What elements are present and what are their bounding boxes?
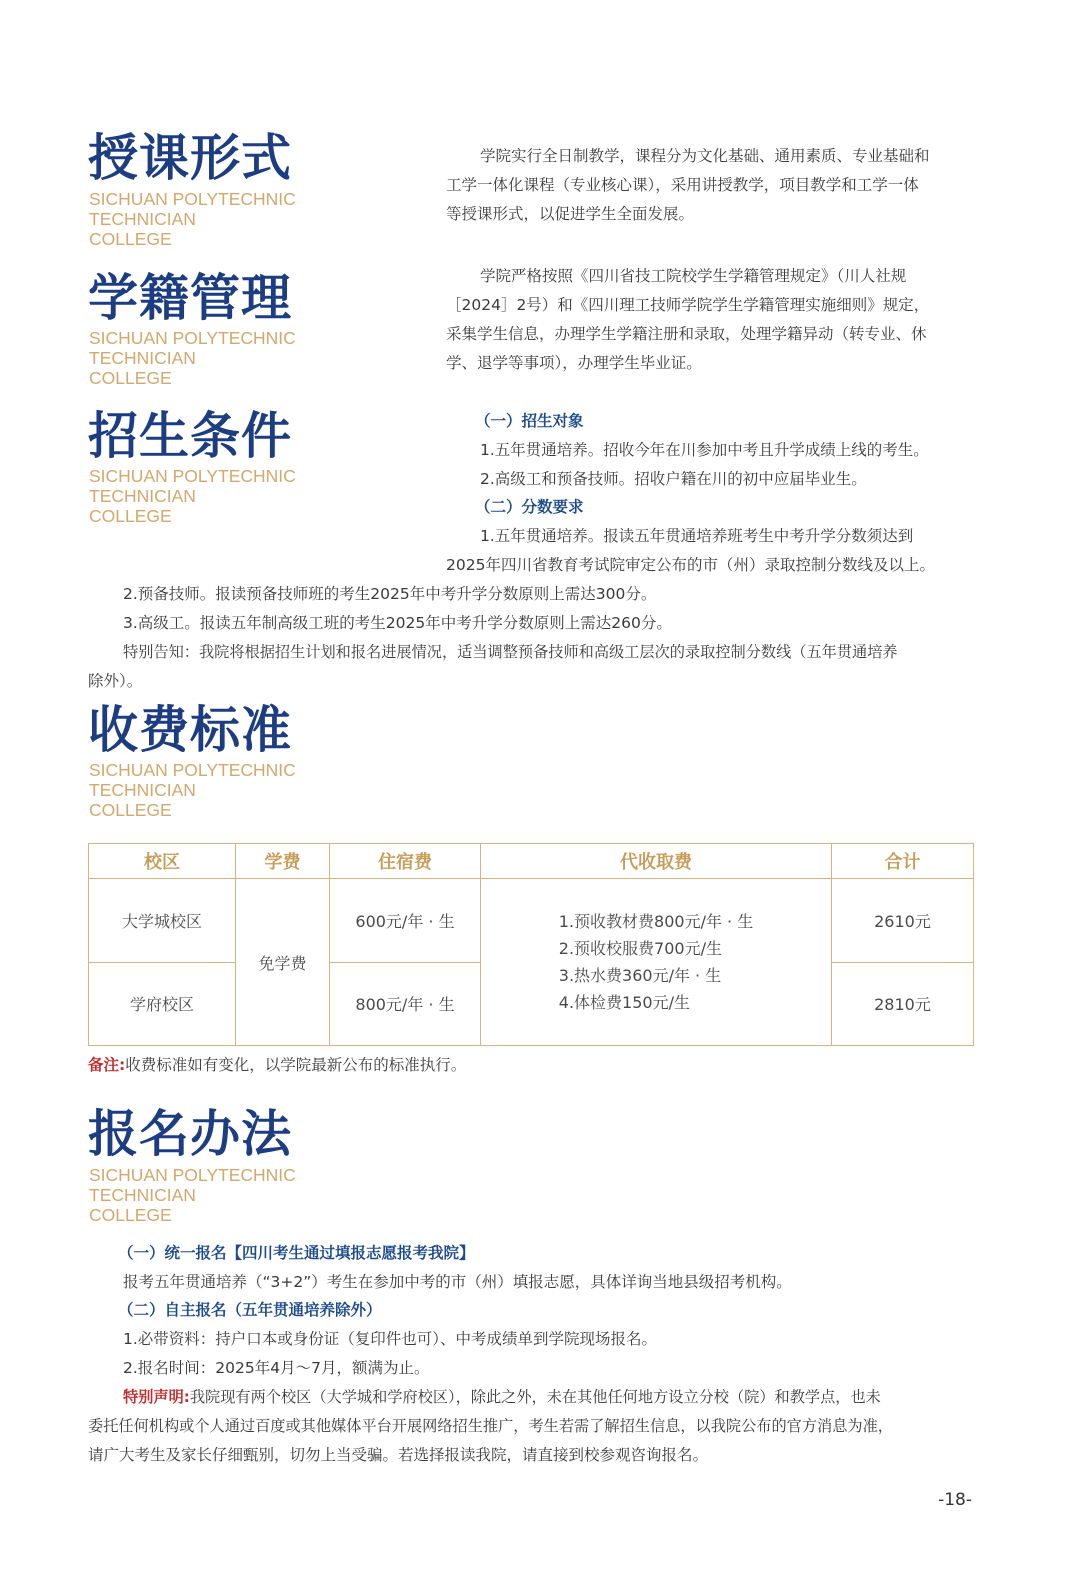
tuition-cell: 免学费 xyxy=(236,879,330,1046)
total-2: 2810元 xyxy=(832,962,974,1046)
admission-target-1: 1.五年贯通培养。招收今年在川参加中考且升学成绩上线的考生。 xyxy=(480,441,929,459)
dorm-fee-1: 600元/年 · 生 xyxy=(330,879,481,963)
section-en-enrollment: SICHUAN POLYTECHNIC TECHNICIAN COLLEGE xyxy=(89,328,296,388)
teaching-line-2: 工学一体化课程（专业核心课），采用讲授教学，项目教学和工学一体 xyxy=(446,176,919,194)
campus-daxuecheng: 大学城校区 xyxy=(89,879,236,963)
enrollment-line-1: 学院严格按照《四川省技工院校学生学籍管理规定》（川人社规 xyxy=(480,267,907,285)
fee-table xyxy=(88,843,974,1046)
section-en-fees: SICHUAN POLYTECHNIC TECHNICIAN COLLEGE xyxy=(89,760,296,820)
registration-subtitle-unified: （一）统一报名【四川考生通过填报志愿报考我院】 xyxy=(118,1244,475,1262)
total-1: 2610元 xyxy=(832,879,974,963)
admission-target-2: 2.高级工和预备技师。招收户籍在川的初中应届毕业生。 xyxy=(480,470,867,488)
registration-notice-line-3: 请广大考生及家长仔细甄别，切勿上当受骗。若选择报读我院，请直接到校参观咨询报名。 xyxy=(88,1446,709,1464)
collected-item-1: 1.预收教材费800元/年 · 生 xyxy=(558,912,754,931)
collected-item-3: 3.热水费360元/年 · 生 xyxy=(558,966,722,985)
registration-unified-text: 报考五年贯通培养（“3+2”）考生在参加中考的市（州）填报志愿，具体详询当地县级招考机构。 xyxy=(123,1273,792,1291)
admission-score-2: 2.预备技师。报读预备技师班的考生2025年中考升学分数原则上需达300分。 xyxy=(123,585,657,603)
header-total: 合计 xyxy=(832,844,974,879)
section-title-registration: 报名办法 xyxy=(88,1105,292,1163)
dorm-fee-2: 800元/年 · 生 xyxy=(330,962,481,1046)
fee-note-label: 备注: xyxy=(88,1056,126,1074)
teaching-line-1: 学院实行全日制教学，课程分为文化基础、通用素质、专业基础和 xyxy=(480,147,930,165)
registration-notice-line-2: 委托任何机构或个人通过百度或其他媒体平台开展网络招生推广，考生若需了解招生信息，以我院公布的官方消息为准， xyxy=(88,1417,893,1435)
table-row xyxy=(89,879,974,963)
admission-score-1a: 1.五年贯通培养。报读五年贯通培养班考生中考升学分数须达到 xyxy=(480,527,914,545)
registration-self-1: 1.必带资料：持户口本或身份证（复印件也可）、中考成绩单到学院现场报名。 xyxy=(123,1330,658,1348)
section-en-registration: SICHUAN POLYTECHNIC TECHNICIAN COLLEGE xyxy=(89,1165,296,1225)
fee-note xyxy=(88,1055,466,1075)
section-en-teaching: SICHUAN POLYTECHNIC TECHNICIAN COLLEGE xyxy=(89,189,296,249)
admission-score-1b: 2025年四川省教育考试院审定公布的市（州）录取控制分数线及以上。 xyxy=(446,556,935,574)
section-title-teaching: 授课形式 xyxy=(88,129,292,187)
admission-score-3: 3.高级工。报读五年制高级工班的考生2025年中考升学分数原则上需达260分。 xyxy=(123,614,672,632)
campus-xuefu: 学府校区 xyxy=(89,962,236,1046)
header-collected: 代收取费 xyxy=(481,844,832,879)
header-tuition: 学费 xyxy=(236,844,330,879)
collected-item-4: 4.体检费150元/生 xyxy=(558,993,690,1012)
section-title-enrollment: 学籍管理 xyxy=(88,269,292,327)
admission-subtitle-scores: （二）分数要求 xyxy=(475,498,584,516)
page-number: -18- xyxy=(938,1490,972,1510)
enrollment-line-3: 采集学生信息，办理学生学籍注册和录取，处理学籍异动（转专业、休 xyxy=(446,325,927,343)
admission-special-notice-end: 除外）。 xyxy=(88,672,143,690)
section-title-fees: 收费标准 xyxy=(88,701,292,759)
registration-notice-text-1: 我院现有两个校区（大学城和学府校区），除此之外，未在其他任何地方设立分校（院）和教学点，也未 xyxy=(189,1388,881,1406)
fee-table-header xyxy=(89,844,974,879)
collected-fees-cell xyxy=(481,879,832,1046)
header-campus: 校区 xyxy=(89,844,236,879)
enrollment-line-2: ［2024］2号）和《四川理工技师学院学生学籍管理实施细则》规定， xyxy=(446,296,930,314)
section-title-admission: 招生条件 xyxy=(88,407,292,465)
enrollment-line-4: 学、退学等事项），办理学生毕业证。 xyxy=(446,354,702,372)
registration-self-2: 2.报名时间：2025年4月～7月，额满为止。 xyxy=(123,1359,430,1377)
admission-subtitle-targets: （一）招生对象 xyxy=(475,412,584,430)
registration-subtitle-self: （二）自主报名（五年贯通培养除外） xyxy=(118,1301,382,1319)
fee-note-text: 收费标准如有变化，以学院最新公布的标准执行。 xyxy=(125,1056,467,1074)
registration-notice-line-1 xyxy=(123,1387,881,1407)
header-dorm: 住宿费 xyxy=(330,844,481,879)
collected-item-2: 2.预收校服费700元/生 xyxy=(558,939,722,958)
admission-special-notice: 特别告知：我院将根据招生计划和报名进展情况，适当调整预备技师和高级工层次的录取控制分数线（五年贯通培养 xyxy=(123,643,898,661)
teaching-line-3: 等授课形式，以促进学生全面发展。 xyxy=(446,205,695,223)
section-en-admission: SICHUAN POLYTECHNIC TECHNICIAN COLLEGE xyxy=(89,466,296,526)
registration-notice-label: 特别声明: xyxy=(123,1388,190,1406)
